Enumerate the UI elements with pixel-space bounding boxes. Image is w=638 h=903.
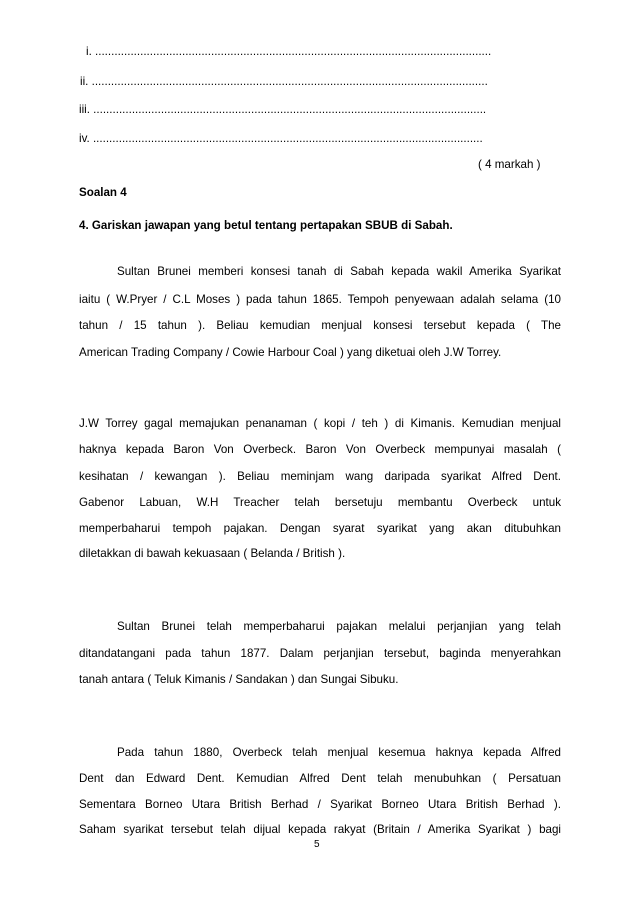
- section-title: Soalan 4: [79, 186, 127, 199]
- paragraph-1-line-1: Sultan Brunei memberi konsesi tanah di Sabah kepada wakil Amerika Syarikat: [117, 265, 561, 278]
- paragraph-4-line-1: Pada tahun 1880, Overbeck telah menjual kesemua haknya kepada Alfred: [117, 746, 561, 759]
- answer-line-i: i. ...........................................................................................................................: [86, 45, 492, 58]
- paragraph-4-line-4: Saham syarikat tersebut telah dijual kepada rakyat (Britain / Amerika Syarikat ) bagi: [79, 823, 561, 836]
- answer-line-ii: ii. ...........................................................................................................................: [80, 75, 488, 88]
- answer-line-iv: iv. .........................................................................................................................: [79, 132, 483, 145]
- paragraph-1-line-2: iaitu ( W.Pryer / C.L Moses ) pada tahun 1865. Tempoh penyewaan adalah selama (10: [79, 293, 561, 306]
- paragraph-2-line-4: Gabenor Labuan, W.H Treacher telah bersetuju membantu Overbeck untuk: [79, 496, 561, 509]
- question-text: 4. Gariskan jawapan yang betul tentang pertapakan SBUB di Sabah.: [79, 219, 453, 232]
- paragraph-4-line-3: Sementara Borneo Utara British Berhad / Syarikat Borneo Utara British Berhad ).: [79, 798, 561, 811]
- paragraph-3-line-1: Sultan Brunei telah memperbaharui pajakan melalui perjanjian yang telah: [117, 620, 561, 633]
- paragraph-3-line-3: tanah antara ( Teluk Kimanis / Sandakan ) dan Sungai Sibuku.: [79, 673, 399, 686]
- paragraph-2-line-6: diletakkan di bawah kekuasaan ( Belanda / British ).: [79, 547, 346, 560]
- paragraph-2-line-1: J.W Torrey gagal memajukan penanaman ( kopi / teh ) di Kimanis. Kemudian menjual: [79, 417, 561, 430]
- paragraph-4-line-2: Dent dan Edward Dent. Kemudian Alfred Dent telah menubuhkan ( Persatuan: [79, 772, 561, 785]
- page-number: 5: [314, 839, 320, 850]
- paragraph-2-line-5: memperbaharui tempoh pajakan. Dengan syarat syarikat yang akan ditubuhkan: [79, 522, 561, 535]
- marks-label: ( 4 markah ): [478, 158, 541, 171]
- paragraph-1-line-4: American Trading Company / Cowie Harbour Coal ) yang diketuai oleh J.W Torrey.: [79, 346, 502, 359]
- paragraph-1-line-3: tahun / 15 tahun ). Beliau kemudian menjual konsesi tersebut kepada ( The: [79, 319, 561, 332]
- answer-line-iii: iii. ..........................................................................................................................: [79, 103, 487, 116]
- paragraph-2-line-3: kesihatan / kewangan ). Beliau meminjam wang daripada syarikat Alfred Dent.: [79, 470, 561, 483]
- paragraph-3-line-2: ditandatangani pada tahun 1877. Dalam perjanjian tersebut, baginda menyerahkan: [79, 647, 561, 660]
- paragraph-2-line-2: haknya kepada Baron Von Overbeck. Baron Von Overbeck mempunyai masalah (: [79, 443, 561, 456]
